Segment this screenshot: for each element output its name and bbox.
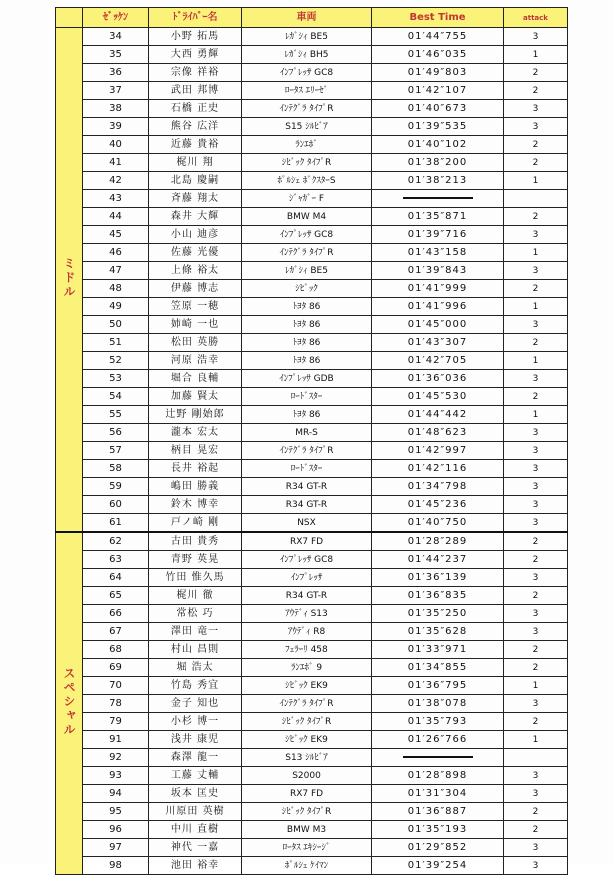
number-cell: 39 bbox=[83, 118, 149, 136]
number-cell: 53 bbox=[83, 370, 149, 388]
best-time-cell: 01′40″750 bbox=[372, 514, 504, 533]
number-cell: 56 bbox=[83, 424, 149, 442]
number-cell: 96 bbox=[83, 821, 149, 839]
attack-cell: 2 bbox=[504, 280, 568, 298]
table-row bbox=[56, 587, 568, 605]
best-time-cell: 01′39″535 bbox=[372, 118, 504, 136]
header-driver: ﾄﾞﾗｲﾊﾞｰ名 bbox=[149, 8, 242, 28]
attack-cell: 1 bbox=[504, 298, 568, 316]
best-time-cell: 01′33″971 bbox=[372, 641, 504, 659]
number-cell: 41 bbox=[83, 154, 149, 172]
table-row bbox=[56, 388, 568, 406]
table-row bbox=[56, 298, 568, 316]
number-cell: 44 bbox=[83, 208, 149, 226]
best-time-cell: 01′38″078 bbox=[372, 695, 504, 713]
driver-cell: 池田 裕幸 bbox=[149, 857, 242, 875]
attack-cell: 2 bbox=[504, 803, 568, 821]
attack-cell: 2 bbox=[504, 82, 568, 100]
car-cell: ｲﾝﾃｸﾞﾗ ﾀｲﾌﾟR bbox=[242, 244, 372, 262]
driver-cell: 古田 貴秀 bbox=[149, 532, 242, 551]
car-cell: ｲﾝﾃｸﾞﾗ ﾀｲﾌﾟR bbox=[242, 442, 372, 460]
car-cell: ｲﾝﾌﾟﾚｯｻ GDB bbox=[242, 370, 372, 388]
category-label: スペシャル bbox=[62, 666, 76, 737]
table-row bbox=[56, 190, 568, 208]
attack-cell: 3 bbox=[504, 695, 568, 713]
attack-cell: 3 bbox=[504, 262, 568, 280]
table-row bbox=[56, 641, 568, 659]
driver-cell: 石橋 正史 bbox=[149, 100, 242, 118]
attack-cell: 1 bbox=[504, 244, 568, 262]
table-row bbox=[56, 406, 568, 424]
number-cell: 60 bbox=[83, 496, 149, 514]
driver-cell: 神代 一嘉 bbox=[149, 839, 242, 857]
best-time-cell: 01′42″705 bbox=[372, 352, 504, 370]
best-time-cell: 01′34″855 bbox=[372, 659, 504, 677]
driver-cell: 戸ノ崎 剛 bbox=[149, 514, 242, 533]
best-time-cell: 01′42″107 bbox=[372, 82, 504, 100]
best-time-cell: 01′45″530 bbox=[372, 388, 504, 406]
best-time-cell: 01′44″237 bbox=[372, 551, 504, 569]
driver-cell: 辻野 剛始郎 bbox=[149, 406, 242, 424]
table-row bbox=[56, 280, 568, 298]
number-cell: 91 bbox=[83, 731, 149, 749]
table-row bbox=[56, 118, 568, 136]
number-cell: 40 bbox=[83, 136, 149, 154]
number-cell: 47 bbox=[83, 262, 149, 280]
table-row bbox=[56, 659, 568, 677]
car-cell: BMW M4 bbox=[242, 208, 372, 226]
best-time-cell bbox=[372, 190, 504, 208]
table-row bbox=[56, 731, 568, 749]
number-cell: 95 bbox=[83, 803, 149, 821]
attack-cell: 3 bbox=[504, 623, 568, 641]
number-cell: 37 bbox=[83, 82, 149, 100]
best-time-cell: 01′44″755 bbox=[372, 28, 504, 46]
car-cell: ｱｳﾃﾞｨ R8 bbox=[242, 623, 372, 641]
car-cell: ﾛｰﾄﾞｽﾀｰ bbox=[242, 388, 372, 406]
driver-cell: 柄目 晃宏 bbox=[149, 442, 242, 460]
best-time-cell: 01′35″250 bbox=[372, 605, 504, 623]
driver-cell: 大西 勇輝 bbox=[149, 46, 242, 64]
number-cell: 35 bbox=[83, 46, 149, 64]
table-row bbox=[56, 28, 568, 46]
table-row bbox=[56, 154, 568, 172]
best-time-cell: 01′42″997 bbox=[372, 442, 504, 460]
best-time-cell: 01′38″213 bbox=[372, 172, 504, 190]
header-row bbox=[56, 8, 568, 28]
driver-cell: 堀合 良輔 bbox=[149, 370, 242, 388]
best-time-cell: 01′43″307 bbox=[372, 334, 504, 352]
driver-cell: 梶川 徹 bbox=[149, 587, 242, 605]
number-cell: 94 bbox=[83, 785, 149, 803]
table-row bbox=[56, 569, 568, 587]
number-cell: 42 bbox=[83, 172, 149, 190]
car-cell: ﾎﾟﾙｼｪ ﾎﾞｸｽﾀｰS bbox=[242, 172, 372, 190]
best-time-cell: 01′45″000 bbox=[372, 316, 504, 334]
driver-cell: 村山 昌則 bbox=[149, 641, 242, 659]
attack-cell: 3 bbox=[504, 424, 568, 442]
car-cell: ﾌｪﾗｰﾘ 458 bbox=[242, 641, 372, 659]
attack-cell: 2 bbox=[504, 154, 568, 172]
best-time-cell: 01′44″442 bbox=[372, 406, 504, 424]
best-time-cell: 01′29″852 bbox=[372, 839, 504, 857]
table-row bbox=[56, 551, 568, 569]
number-cell: 52 bbox=[83, 352, 149, 370]
driver-cell: 河原 浩幸 bbox=[149, 352, 242, 370]
number-cell: 78 bbox=[83, 695, 149, 713]
number-cell: 65 bbox=[83, 587, 149, 605]
car-cell: ｱｳﾃﾞｨ S13 bbox=[242, 605, 372, 623]
best-time-cell: 01′46″035 bbox=[372, 46, 504, 64]
table-row bbox=[56, 208, 568, 226]
number-cell: 98 bbox=[83, 857, 149, 875]
best-time-cell: 01′36″139 bbox=[372, 569, 504, 587]
car-cell: R34 GT-R bbox=[242, 587, 372, 605]
attack-cell: 2 bbox=[504, 713, 568, 731]
number-cell: 97 bbox=[83, 839, 149, 857]
table-row bbox=[56, 370, 568, 388]
number-cell: 50 bbox=[83, 316, 149, 334]
driver-cell: 松田 英勝 bbox=[149, 334, 242, 352]
table-row bbox=[56, 785, 568, 803]
number-cell: 68 bbox=[83, 641, 149, 659]
best-time-cell: 01′35″793 bbox=[372, 713, 504, 731]
attack-cell: 3 bbox=[504, 605, 568, 623]
header-best-time: Best Time bbox=[372, 8, 504, 28]
best-time-cell: 01′31″304 bbox=[372, 785, 504, 803]
best-time-cell: 01′28″289 bbox=[372, 532, 504, 551]
best-time-cell: 01′28″898 bbox=[372, 767, 504, 785]
driver-cell: 熊谷 広洋 bbox=[149, 118, 242, 136]
number-cell: 93 bbox=[83, 767, 149, 785]
attack-cell: 3 bbox=[504, 370, 568, 388]
best-time-cell: 01′34″798 bbox=[372, 478, 504, 496]
number-cell: 45 bbox=[83, 226, 149, 244]
driver-cell: 森井 大輝 bbox=[149, 208, 242, 226]
best-time-cell: 01′39″254 bbox=[372, 857, 504, 875]
car-cell: RX7 FD bbox=[242, 785, 372, 803]
car-cell: ｼﾋﾞｯｸ ﾀｲﾌﾟR bbox=[242, 803, 372, 821]
best-time-cell: 01′35″628 bbox=[372, 623, 504, 641]
driver-cell: 笠原 一穂 bbox=[149, 298, 242, 316]
table-row bbox=[56, 172, 568, 190]
attack-cell: 2 bbox=[504, 64, 568, 82]
table-row bbox=[56, 803, 568, 821]
car-cell: ｲﾝﾌﾟﾚｯｻ bbox=[242, 569, 372, 587]
driver-cell: 斉藤 翔太 bbox=[149, 190, 242, 208]
category-label: ミドル bbox=[62, 256, 76, 299]
results-table bbox=[55, 7, 568, 875]
number-cell: 36 bbox=[83, 64, 149, 82]
car-cell: S15 ｼﾙﾋﾞｱ bbox=[242, 118, 372, 136]
header-car: 車両 bbox=[242, 8, 372, 28]
table-row bbox=[56, 82, 568, 100]
driver-cell: 瀧本 宏太 bbox=[149, 424, 242, 442]
attack-cell: 3 bbox=[504, 316, 568, 334]
best-time-cell: 01′39″843 bbox=[372, 262, 504, 280]
number-cell: 61 bbox=[83, 514, 149, 533]
attack-cell bbox=[504, 190, 568, 208]
attack-cell: 1 bbox=[504, 406, 568, 424]
car-cell: ｲﾝﾌﾟﾚｯｻ GC8 bbox=[242, 551, 372, 569]
car-cell: RX7 FD bbox=[242, 532, 372, 551]
attack-cell: 3 bbox=[504, 514, 568, 533]
table-row bbox=[56, 857, 568, 875]
best-time-cell: 01′49″803 bbox=[372, 64, 504, 82]
header-attack: attack bbox=[504, 8, 568, 28]
table-row bbox=[56, 713, 568, 731]
best-time-cell: 01′36″835 bbox=[372, 587, 504, 605]
driver-cell: 小杉 博一 bbox=[149, 713, 242, 731]
best-time-cell bbox=[372, 749, 504, 767]
table-row bbox=[56, 442, 568, 460]
driver-cell: 浅井 康児 bbox=[149, 731, 242, 749]
driver-cell: 常松 巧 bbox=[149, 605, 242, 623]
no-time-dash bbox=[403, 197, 473, 199]
attack-cell: 2 bbox=[504, 334, 568, 352]
driver-cell: 青野 英晃 bbox=[149, 551, 242, 569]
table-row bbox=[56, 262, 568, 280]
car-cell: R34 GT-R bbox=[242, 496, 372, 514]
car-cell: ﾄﾖﾀ 86 bbox=[242, 316, 372, 334]
attack-cell: 2 bbox=[504, 208, 568, 226]
driver-cell: 佐藤 光優 bbox=[149, 244, 242, 262]
table-row bbox=[56, 605, 568, 623]
best-time-cell: 01′41″999 bbox=[372, 280, 504, 298]
table-row bbox=[56, 478, 568, 496]
number-cell: 49 bbox=[83, 298, 149, 316]
table-row bbox=[56, 424, 568, 442]
car-cell: ﾗﾝｴﾎﾞ bbox=[242, 136, 372, 154]
attack-cell: 3 bbox=[504, 442, 568, 460]
table-row bbox=[56, 244, 568, 262]
table-row bbox=[56, 46, 568, 64]
best-time-cell: 01′40″673 bbox=[372, 100, 504, 118]
car-cell: S2000 bbox=[242, 767, 372, 785]
attack-cell: 3 bbox=[504, 857, 568, 875]
driver-cell: 澤田 竜一 bbox=[149, 623, 242, 641]
table-row bbox=[56, 821, 568, 839]
attack-cell: 2 bbox=[504, 532, 568, 551]
best-time-cell: 01′36″887 bbox=[372, 803, 504, 821]
number-cell: 92 bbox=[83, 749, 149, 767]
attack-cell: 3 bbox=[504, 100, 568, 118]
corner-cell bbox=[56, 8, 83, 28]
car-cell: ｼﾋﾞｯｸ EK9 bbox=[242, 731, 372, 749]
attack-cell: 1 bbox=[504, 46, 568, 64]
number-cell: 38 bbox=[83, 100, 149, 118]
car-cell: S13 ｼﾙﾋﾞｱ bbox=[242, 749, 372, 767]
no-time-dash bbox=[403, 756, 473, 758]
attack-cell bbox=[504, 749, 568, 767]
best-time-cell: 01′45″236 bbox=[372, 496, 504, 514]
driver-cell: 坂本 匡史 bbox=[149, 785, 242, 803]
number-cell: 64 bbox=[83, 569, 149, 587]
number-cell: 63 bbox=[83, 551, 149, 569]
number-cell: 58 bbox=[83, 460, 149, 478]
car-cell: ｲﾝﾃｸﾞﾗ ﾀｲﾌﾟR bbox=[242, 695, 372, 713]
number-cell: 55 bbox=[83, 406, 149, 424]
driver-cell: 工藤 丈輔 bbox=[149, 767, 242, 785]
number-cell: 66 bbox=[83, 605, 149, 623]
table-row bbox=[56, 496, 568, 514]
attack-cell: 3 bbox=[504, 28, 568, 46]
attack-cell: 3 bbox=[504, 839, 568, 857]
driver-cell: 金子 知也 bbox=[149, 695, 242, 713]
best-time-cell: 01′42″116 bbox=[372, 460, 504, 478]
best-time-cell: 01′39″716 bbox=[372, 226, 504, 244]
car-cell: BMW M3 bbox=[242, 821, 372, 839]
number-cell: 43 bbox=[83, 190, 149, 208]
car-cell: ｼﾋﾞｯｸ EK9 bbox=[242, 677, 372, 695]
attack-cell: 2 bbox=[504, 659, 568, 677]
best-time-cell: 01′40″102 bbox=[372, 136, 504, 154]
car-cell: ｲﾝﾌﾟﾚｯｻ GC8 bbox=[242, 226, 372, 244]
driver-cell: 堀 浩太 bbox=[149, 659, 242, 677]
car-cell: ﾄﾖﾀ 86 bbox=[242, 352, 372, 370]
attack-cell: 2 bbox=[504, 821, 568, 839]
attack-cell: 1 bbox=[504, 731, 568, 749]
table-row bbox=[56, 334, 568, 352]
car-cell: ｼﾞｬｶﾞｰ F bbox=[242, 190, 372, 208]
number-cell: 79 bbox=[83, 713, 149, 731]
table-row bbox=[56, 532, 568, 551]
table-row bbox=[56, 677, 568, 695]
category-middle bbox=[56, 28, 83, 533]
car-cell: ﾚｶﾞｼｨ BE5 bbox=[242, 262, 372, 280]
car-cell: ｲﾝﾃｸﾞﾗ ﾀｲﾌﾟR bbox=[242, 100, 372, 118]
number-cell: 62 bbox=[83, 532, 149, 551]
car-cell: ﾚｶﾞｼｨ BE5 bbox=[242, 28, 372, 46]
car-cell: NSX bbox=[242, 514, 372, 533]
car-cell: ﾄﾖﾀ 86 bbox=[242, 298, 372, 316]
table-row bbox=[56, 695, 568, 713]
car-cell: R34 GT-R bbox=[242, 478, 372, 496]
number-cell: 59 bbox=[83, 478, 149, 496]
attack-cell: 3 bbox=[504, 460, 568, 478]
best-time-cell: 01′41″996 bbox=[372, 298, 504, 316]
car-cell: ﾛｰﾀｽ ｴｷｼｰｼﾞ bbox=[242, 839, 372, 857]
category-special bbox=[56, 532, 83, 875]
attack-cell: 3 bbox=[504, 767, 568, 785]
best-time-cell: 01′38″200 bbox=[372, 154, 504, 172]
attack-cell: 3 bbox=[504, 496, 568, 514]
driver-cell: 長井 裕起 bbox=[149, 460, 242, 478]
car-cell: MR-S bbox=[242, 424, 372, 442]
car-cell: ﾛｰﾄﾞｽﾀｰ bbox=[242, 460, 372, 478]
car-cell: ﾄﾖﾀ 86 bbox=[242, 406, 372, 424]
header-number: ｾﾞｯｹﾝ bbox=[83, 8, 149, 28]
table-row bbox=[56, 749, 568, 767]
driver-cell: 近藤 貴裕 bbox=[149, 136, 242, 154]
car-cell: ﾎﾟﾙｼｪ ｹｲﾏﾝ bbox=[242, 857, 372, 875]
car-cell: ﾛｰﾀｽ ｴﾘｰｾﾞ bbox=[242, 82, 372, 100]
table-row bbox=[56, 767, 568, 785]
table-row bbox=[56, 64, 568, 82]
table-row bbox=[56, 136, 568, 154]
best-time-cell: 01′43″158 bbox=[372, 244, 504, 262]
number-cell: 69 bbox=[83, 659, 149, 677]
table-row bbox=[56, 226, 568, 244]
best-time-cell: 01′35″871 bbox=[372, 208, 504, 226]
best-time-cell: 01′36″036 bbox=[372, 370, 504, 388]
table-row bbox=[56, 623, 568, 641]
driver-cell: 川原田 英樹 bbox=[149, 803, 242, 821]
car-cell: ﾗﾝｴﾎﾞ 9 bbox=[242, 659, 372, 677]
table-row bbox=[56, 839, 568, 857]
driver-cell: 竹島 秀宜 bbox=[149, 677, 242, 695]
number-cell: 51 bbox=[83, 334, 149, 352]
best-time-cell: 01′48″623 bbox=[372, 424, 504, 442]
driver-cell: 梶川 翔 bbox=[149, 154, 242, 172]
attack-cell: 1 bbox=[504, 172, 568, 190]
table-row bbox=[56, 514, 568, 533]
car-cell: ｼﾋﾞｯｸ ﾀｲﾌﾟR bbox=[242, 713, 372, 731]
driver-cell: 伊藤 博志 bbox=[149, 280, 242, 298]
driver-cell: 北島 慶嗣 bbox=[149, 172, 242, 190]
table-row bbox=[56, 352, 568, 370]
driver-cell: 嶋田 勝義 bbox=[149, 478, 242, 496]
driver-cell: 武田 邦博 bbox=[149, 82, 242, 100]
attack-cell: 2 bbox=[504, 641, 568, 659]
driver-cell: 森澤 龍一 bbox=[149, 749, 242, 767]
driver-cell: 姉崎 一也 bbox=[149, 316, 242, 334]
driver-cell: 中川 直樹 bbox=[149, 821, 242, 839]
number-cell: 57 bbox=[83, 442, 149, 460]
best-time-cell: 01′36″795 bbox=[372, 677, 504, 695]
driver-cell: 鈴木 博幸 bbox=[149, 496, 242, 514]
table-row bbox=[56, 100, 568, 118]
results-body bbox=[56, 28, 568, 875]
driver-cell: 竹田 惟久馬 bbox=[149, 569, 242, 587]
attack-cell: 3 bbox=[504, 118, 568, 136]
driver-cell: 上條 裕太 bbox=[149, 262, 242, 280]
table-row bbox=[56, 316, 568, 334]
attack-cell: 1 bbox=[504, 677, 568, 695]
number-cell: 34 bbox=[83, 28, 149, 46]
attack-cell: 2 bbox=[504, 136, 568, 154]
car-cell: ｲﾝﾌﾟﾚｯｻ GC8 bbox=[242, 64, 372, 82]
number-cell: 70 bbox=[83, 677, 149, 695]
number-cell: 46 bbox=[83, 244, 149, 262]
number-cell: 67 bbox=[83, 623, 149, 641]
attack-cell: 2 bbox=[504, 587, 568, 605]
car-cell: ｼﾋﾞｯｸ bbox=[242, 280, 372, 298]
best-time-cell: 01′26″766 bbox=[372, 731, 504, 749]
attack-cell: 2 bbox=[504, 388, 568, 406]
attack-cell: 1 bbox=[504, 352, 568, 370]
car-cell: ﾚｶﾞｼｨ BH5 bbox=[242, 46, 372, 64]
driver-cell: 宗像 祥裕 bbox=[149, 64, 242, 82]
attack-cell: 2 bbox=[504, 551, 568, 569]
driver-cell: 小山 迪彦 bbox=[149, 226, 242, 244]
number-cell: 48 bbox=[83, 280, 149, 298]
driver-cell: 加藤 賢太 bbox=[149, 388, 242, 406]
attack-cell: 3 bbox=[504, 569, 568, 587]
attack-cell: 3 bbox=[504, 478, 568, 496]
car-cell: ﾄﾖﾀ 86 bbox=[242, 334, 372, 352]
car-cell: ｼﾋﾞｯｸ ﾀｲﾌﾟR bbox=[242, 154, 372, 172]
attack-cell: 3 bbox=[504, 226, 568, 244]
driver-cell: 小野 拓馬 bbox=[149, 28, 242, 46]
table-row bbox=[56, 460, 568, 478]
best-time-cell: 01′35″193 bbox=[372, 821, 504, 839]
attack-cell: 3 bbox=[504, 785, 568, 803]
number-cell: 54 bbox=[83, 388, 149, 406]
